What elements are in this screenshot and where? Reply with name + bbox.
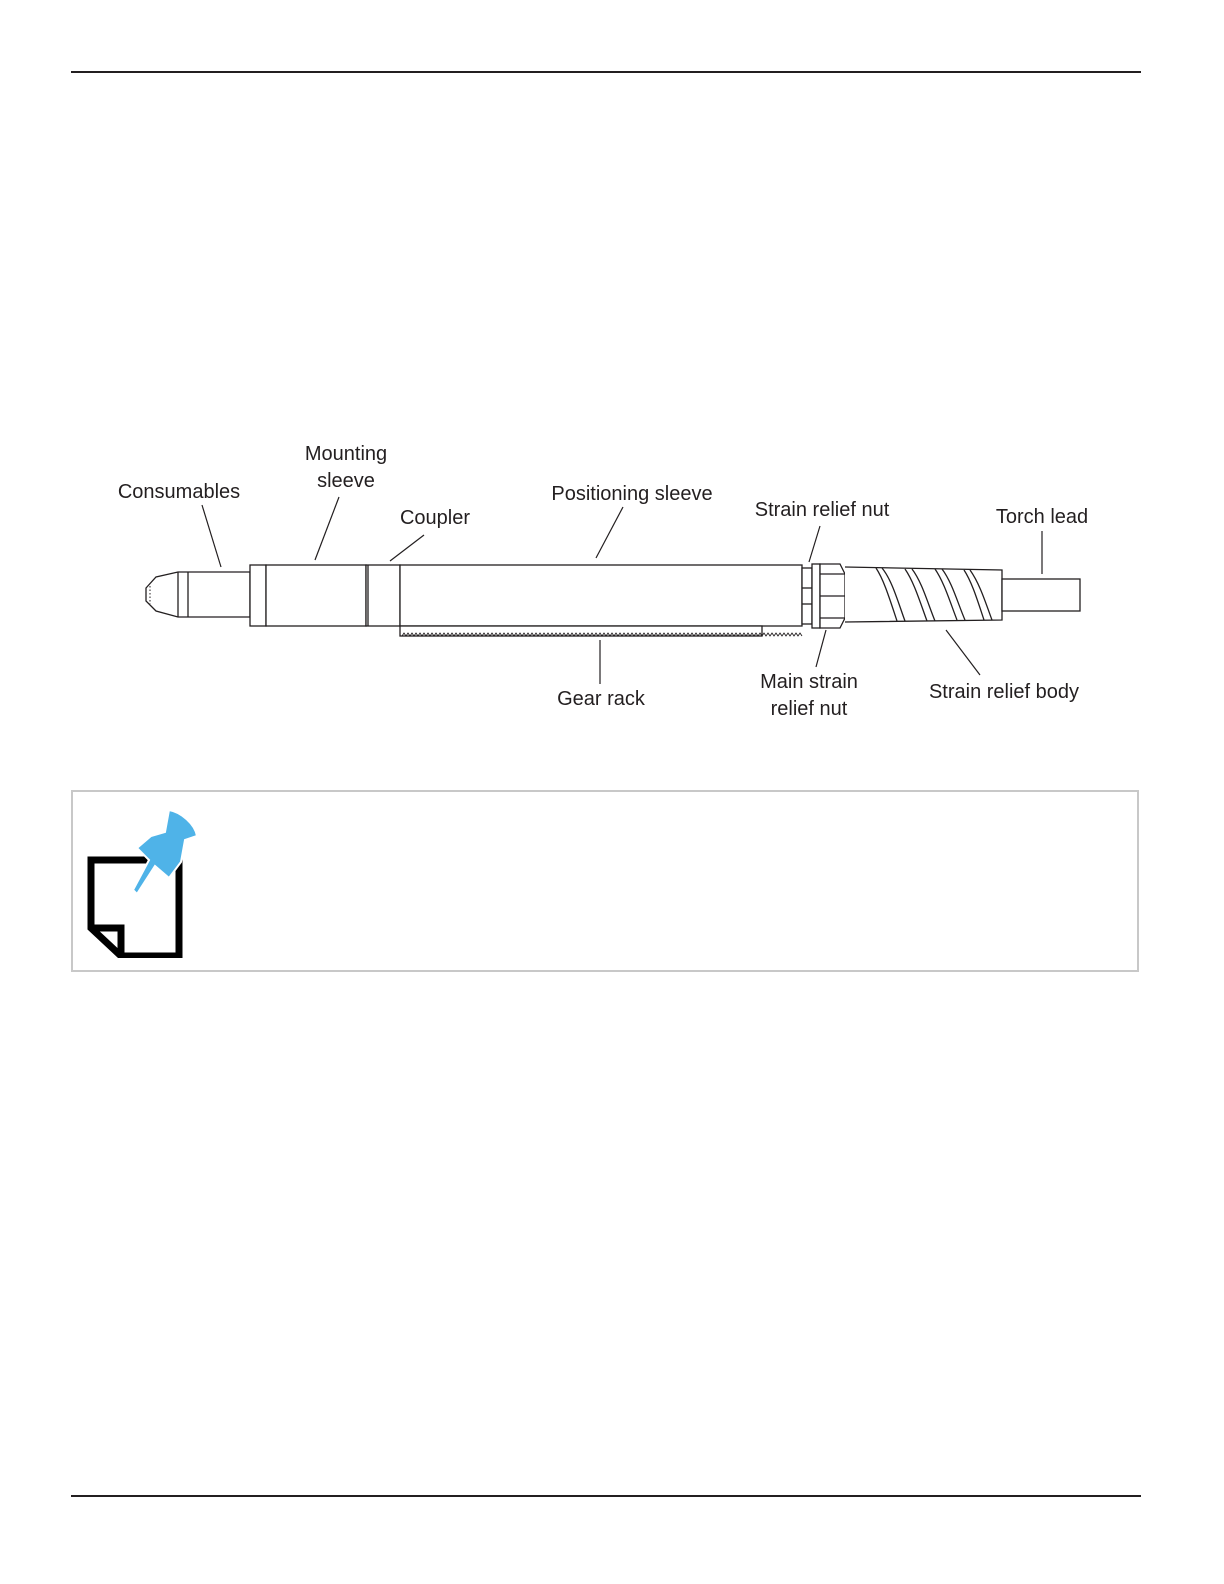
strain-relief-nut-part [802,568,812,624]
mounting-sleeve-part [250,565,366,626]
torch-drawing [0,420,1224,740]
note-box [71,790,1139,972]
positioning-sleeve-part [400,565,802,626]
callout-main-strain-relief-nut-line1: Main strain [760,671,858,693]
gear-rack-part [400,626,802,636]
pushpin-note-icon [85,806,205,958]
consumables-part [146,572,250,617]
header-rule [71,71,1141,73]
torch-lead-part [1002,579,1080,611]
callout-mounting-sleeve-line1: Mounting [304,443,388,465]
callout-strain-relief-body: Strain relief body [928,681,1080,703]
callout-gear-rack: Gear rack [557,688,645,710]
footer-rule [71,1495,1141,1497]
callout-consumables: Consumables [117,481,241,503]
main-strain-relief-nut-part [812,564,845,628]
strain-relief-body-part [845,567,1002,622]
callout-strain-relief-nut: Strain relief nut [754,499,890,521]
callout-torch-lead: Torch lead [995,506,1089,528]
callout-mounting-sleeve-line2: sleeve [317,470,375,492]
coupler-part [366,565,400,626]
callout-coupler: Coupler [399,507,471,529]
callout-positioning-sleeve: Positioning sleeve [551,483,713,505]
torch-assembly-diagram [0,420,1224,740]
callout-main-strain-relief-nut-line2: relief nut [770,698,848,720]
